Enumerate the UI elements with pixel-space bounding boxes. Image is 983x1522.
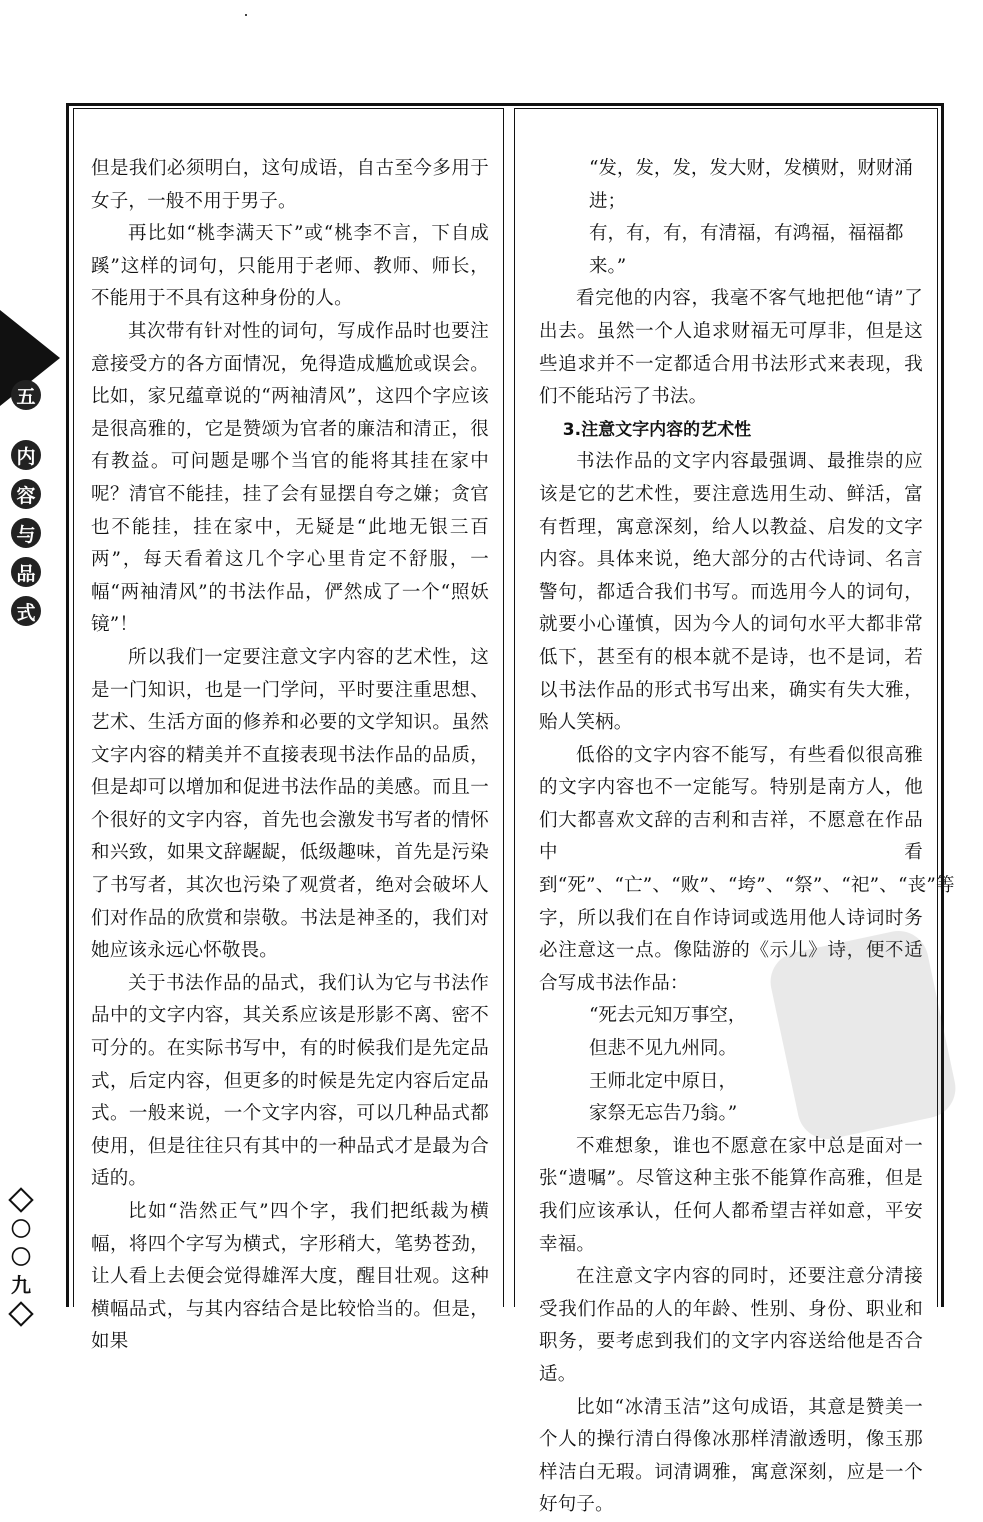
paragraph: 不难想象，谁也不愿意在家中总是面对一张“遗嘱”。尽管这种主张不能算作高雅，但是我们应该承认，任何人都希望吉祥如意，平安幸福。 bbox=[539, 1135, 923, 1255]
paragraph: 关于书法作品的品式，我们认为它与书法作品中的文字内容，其关系应该是形影不离、密不可分的。在实际书写中，有的时候我们是先定品式，后定内容，但更多的时候是先定内容后定品式。一般来说，一个文字内容，可以几种品式都使用，但是往往只有其中的一种品式才是最为合适的。 bbox=[91, 972, 489, 1190]
poem-line: 有，有，有，有清福，有鸿福，福福都来。” bbox=[588, 223, 904, 277]
page-number bbox=[6, 1185, 36, 1329]
diamond-icon bbox=[8, 1301, 33, 1326]
page-number-char: 〇 bbox=[11, 1245, 31, 1269]
poem-line: 家祭无忘告乃翁。” bbox=[588, 1103, 738, 1125]
chapter-char: 内 bbox=[11, 440, 41, 470]
paragraph: 比如“冰清玉洁”这句成语，其意是赞美一个人的操行清白得像冰那样清澈透明，像玉那样洁白无瑕。词清调雅，寓意深刻，应是一个好句子。 bbox=[539, 1396, 923, 1516]
page-number-char: 〇 bbox=[11, 1217, 31, 1241]
page-number-char: 九 bbox=[11, 1273, 31, 1297]
diamond-icon bbox=[8, 1187, 33, 1212]
poem-line: “发，发，发，发大财，发横财，财财涌进； bbox=[588, 158, 913, 212]
paragraph: 低俗的文字内容不能写，有些看似很高雅的文字内容也不一定能写。特别是南方人，他们大都喜欢文辞的吉利和吉祥，不愿意在作品中看到“死”、“亡”、“败”、“垮”、“祭”、“祀”、“丧”等字，所以我们在自作诗词或选用他人诗词时务必注意这一点。像陆游的《示儿》诗，便不适合写成书法作品： bbox=[539, 744, 955, 994]
paragraph: 在注意文字内容的同时，还要注意分清接受我们作品的人的年龄、性别、身份、职业和职务，要考虑到我们的文字内容送给他是否合适。 bbox=[539, 1266, 923, 1385]
paragraph: 书法作品的文字内容最强调、最推崇的应该是它的艺术性，要注意选用生动、鲜活，富有哲理，寓意深刻，给人以教益、启发的文字内容。具体来说，绝大部分的古代诗词、名言警句，都适合我们书写。而选用今人的词句，就要小心谨慎，因为今人的词句水平大都非常低下，甚至有的根本就不是诗，也不是词，若以书法作品的形式书写出来，确实有失大雅，贻人笑柄。 bbox=[539, 451, 923, 734]
poem-line: “死去元知万事空， bbox=[588, 1005, 747, 1027]
paragraph: 比如“浩然正气”四个字，我们把纸裁为横幅，将四个字写为横式，字形稍大，笔势苍劲，让人看上去便会觉得雄浑大度，醒目壮观。这种横幅品式，与其内容结合是比较恰当的。但是，如果 bbox=[91, 1201, 489, 1353]
section-heading: 3.注意文字内容的艺术性 bbox=[562, 419, 752, 440]
chapter-char: 式 bbox=[11, 596, 41, 626]
paragraph: 再比如“桃李满天下”或“桃李不言，下自成蹊”这样的词句，只能用于老师、教师、师长，不能用于不具有这种身份的人。 bbox=[91, 223, 489, 310]
poem-line: 但悲不见九州同。 bbox=[588, 1038, 737, 1060]
paragraph: 但是我们必须明白，这句成语，自古至今多用于女子，一般不用于男子。 bbox=[91, 158, 489, 212]
right-column-text bbox=[539, 153, 955, 1522]
paragraph: 看完他的内容，我毫不客气地把他“请”了出去。虽然一个人追求财福无可厚非，但是这些追求并不一定都适合用书法形式来表现，我们不能玷污了书法。 bbox=[539, 288, 923, 408]
left-column bbox=[73, 108, 504, 1353]
scan-speck bbox=[245, 14, 247, 16]
chapter-char: 品 bbox=[11, 557, 41, 587]
paragraph: 其次带有针对性的词句，写成作品时也要注意接受方的各方面情况，免得造成尴尬或误会。比如，家兄蕴章说的“两袖清风”，这四个字应该是很高雅的，它是赞颂为官者的廉洁和清正，很有教益。可问题是哪个当官的能将其挂在家中呢？清官不能挂，挂了会有显摆自夸之嫌；贪官也不能挂，挂在家中，无疑是“此地无银三百两”，每天看着这几个字心里肯定不舒服，一幅“两袖清风”的书法作品，俨然成了一个“照妖镜”！ bbox=[91, 320, 489, 636]
poem-line: 王师北定中原日， bbox=[588, 1070, 737, 1092]
chapter-number: 五 bbox=[11, 380, 41, 410]
watermark-logo bbox=[763, 920, 963, 1150]
chapter-char: 与 bbox=[11, 518, 41, 548]
chapter-char: 容 bbox=[11, 479, 41, 509]
left-column-text bbox=[91, 153, 489, 1359]
paragraph: 所以我们一定要注意文字内容的艺术性，这是一门知识，也是一门学问，平时要注重思想、艺术、生活方面的修养和必要的文学知识。虽然文字内容的精美并不直接表现书法作品的品质，但是却可以增加和促进书法作品的美感。而且一个很好的文字内容，首先也会激发书写者的情怀和兴致，如果文辞龌龊，低级趣味，首先是污染了书写者，其次也污染了观赏者，绝对会破坏人们对作品的欣赏和崇敬。书法是神圣的，我们对她应该永远心怀敬畏。 bbox=[91, 646, 489, 962]
chapter-label bbox=[8, 380, 44, 635]
